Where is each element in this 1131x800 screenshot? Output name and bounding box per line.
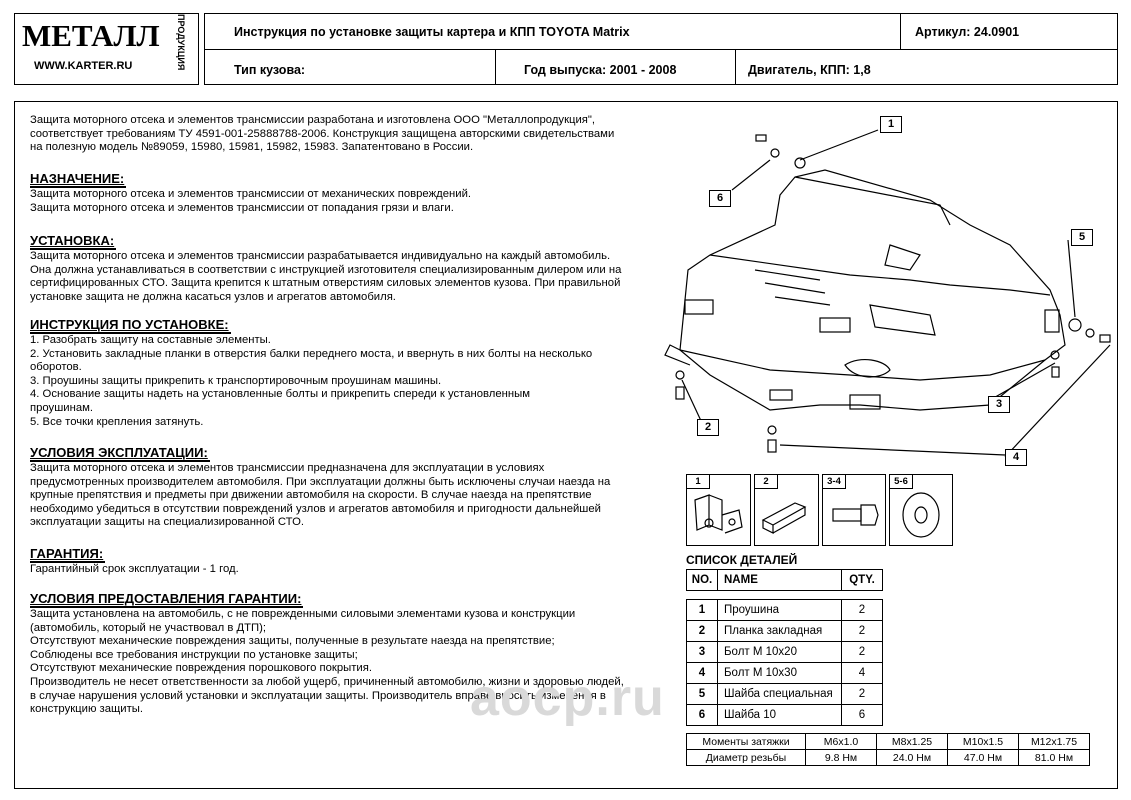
section-heading: УСЛОВИЯ ПРЕДОСТАВЛЕНИЯ ГАРАНТИИ: bbox=[30, 591, 302, 606]
doc-title: Инструкция по установке защиты картера и КПП TOYOTA Matrix bbox=[234, 25, 630, 39]
table-header-row: NO. NAME QTY. bbox=[687, 570, 883, 591]
callout-5: 5 bbox=[1071, 229, 1093, 246]
callout-4: 4 bbox=[1005, 449, 1027, 466]
section-usage: УСЛОВИЯ ЭКСПЛУАТАЦИИ: Защита моторного отсека и элементов трансмиссии предназначена для эксплуатации в условиях предусмотренных производителем автомобиля. При эксплуатации должны быть исключены случаи наезда на крупные препятствия и предметы при движении автомобиля на скорости. В случае наезда на препятствие необходимо убедиться в отсутствии повреждений узлов и агрегатов автомобиля и пригодности дальнейшей эксплуатации защиты на специализированной СТО. bbox=[30, 445, 611, 529]
header-divider bbox=[204, 49, 1118, 50]
thumb-washer: 5-6 bbox=[889, 474, 953, 546]
section-heading: УСТАНОВКА: bbox=[30, 233, 115, 248]
table-row: 2 Планка закладная 2 bbox=[687, 621, 883, 642]
engine-label: Двигатель, КПП: 1,8 bbox=[748, 63, 871, 77]
table-row: 3 Болт М 10х20 2 bbox=[687, 642, 883, 663]
years-label: Год выпуска: 2001 - 2008 bbox=[524, 63, 677, 77]
washer-icon bbox=[890, 475, 952, 545]
logo-url: WWW.KARTER.RU bbox=[34, 60, 133, 72]
thumb-plate: 2 bbox=[754, 474, 819, 546]
section-heading: ИНСТРУКЦИЯ ПО УСТАНОВКЕ: bbox=[30, 317, 229, 332]
table-row: Моменты затяжки M6x1.0 M8x1.25 M10x1.5 M12x1.75 bbox=[687, 734, 1090, 750]
parts-list-title: СПИСОК ДЕТАЛЕЙ bbox=[686, 553, 798, 567]
parts-table bbox=[686, 569, 883, 726]
body-type-label: Тип кузова: bbox=[234, 63, 306, 77]
watermark-text: aocp.ru bbox=[470, 669, 665, 727]
section-steps: ИНСТРУКЦИЯ ПО УСТАНОВКЕ: 1. Разобрать защиту на составные элементы. 2. Установить закладные планки в отверстия балки переднего моста, и ввернуть в них болты на несколько оборотов. 3. Проушины защиты прикрепить к транспортировочным проушинам машины. 4. Основание защиты надеть на установленные болты и прикрепить спереди к установленным проушинам. 5. Все точки крепления затянуть. bbox=[30, 317, 593, 428]
section-purpose: НАЗНАЧЕНИЕ: Защита моторного отсека и элементов трансмиссии от механических повреждений. Защита моторного отсека и элементов трансмиссии от попадания грязи и влаги. bbox=[30, 171, 472, 214]
table-row: 6 Шайба 10 6 bbox=[687, 705, 883, 726]
table-row: Диаметр резьбы 9.8 Нм 24.0 Нм 47.0 Нм 81.0 Нм bbox=[687, 750, 1090, 766]
section-heading: УСЛОВИЯ ЭКСПЛУАТАЦИИ: bbox=[30, 445, 208, 460]
eyelet-icon bbox=[687, 475, 750, 545]
callout-3: 3 bbox=[988, 396, 1010, 413]
section-heading: НАЗНАЧЕНИЕ: bbox=[30, 171, 125, 186]
plate-icon bbox=[755, 475, 818, 545]
callout-1: 1 bbox=[880, 116, 902, 133]
table-row: 5 Шайба специальная 2 bbox=[687, 684, 883, 705]
thumb-bolt: 3-4 bbox=[822, 474, 886, 546]
section-install: УСТАНОВКА: Защита моторного отсека и элементов трансмиссии разрабатывается индивидуально на каждый автомобиль. Она должна устанавливаться в соответствии с инструкцией изготовителя специализированным дилером или на сертифицированных СТО. Защита крепится к штатным отверстиям силовых элементов кузова. При правильной установке защита не должна касаться узлов и агрегатов автомобиля. bbox=[30, 233, 622, 303]
logo-text: МЕТАЛЛ bbox=[22, 18, 160, 53]
section-heading: ГАРАНТИЯ: bbox=[30, 546, 104, 561]
callout-2: 2 bbox=[697, 419, 719, 436]
table-row: 4 Болт М 10х30 4 bbox=[687, 663, 883, 684]
callout-6: 6 bbox=[709, 190, 731, 207]
torque-table bbox=[686, 733, 1090, 766]
skid-plate-diagram bbox=[650, 105, 1120, 470]
section-warranty-terms: УСЛОВИЯ ПРЕДОСТАВЛЕНИЯ ГАРАНТИИ: Защита установлена на автомобиль, с не поврежденными силовыми элементами кузова и конструкции (автомобиль, который не участвовал в ДТП); Отсутствуют механические повреждения защиты, полученные в результате наезда на препятствие; Соблюдены все требования инструкции по установке защиты; Отсутствуют механические повреждения порошкового покрытия. Производитель не несет ответственности за любой ущерб, причиненный автомобилю, жизни и здоровью людей, в случае нарушения условий установки и эксплуатации защиты. Производитель вправе вносить изменения в конструкцию защиты. bbox=[30, 591, 624, 716]
article-number: Артикул: 24.0901 bbox=[915, 25, 1020, 39]
intro-text: Защита моторного отсека и элементов трансмиссии разработана и изготовлена ООО "Металлопродукция", соответствует требованиям ТУ 4591-001-25888788-2006. Конструкция защищена авторскими свидетельствами на полезную модель №89059, 15980, 15981, 15982, 15983. Запатентовано в России. bbox=[30, 114, 615, 154]
table-row: 1 Проушина 2 bbox=[687, 600, 883, 621]
section-warranty: ГАРАНТИЯ: Гарантийный срок эксплуатации - 1 год. bbox=[30, 546, 239, 575]
bolt-icon bbox=[823, 475, 885, 545]
thumb-eyelet: 1 bbox=[686, 474, 751, 546]
logo-side-text: ПРОДУКЦИЯ bbox=[176, 14, 186, 71]
